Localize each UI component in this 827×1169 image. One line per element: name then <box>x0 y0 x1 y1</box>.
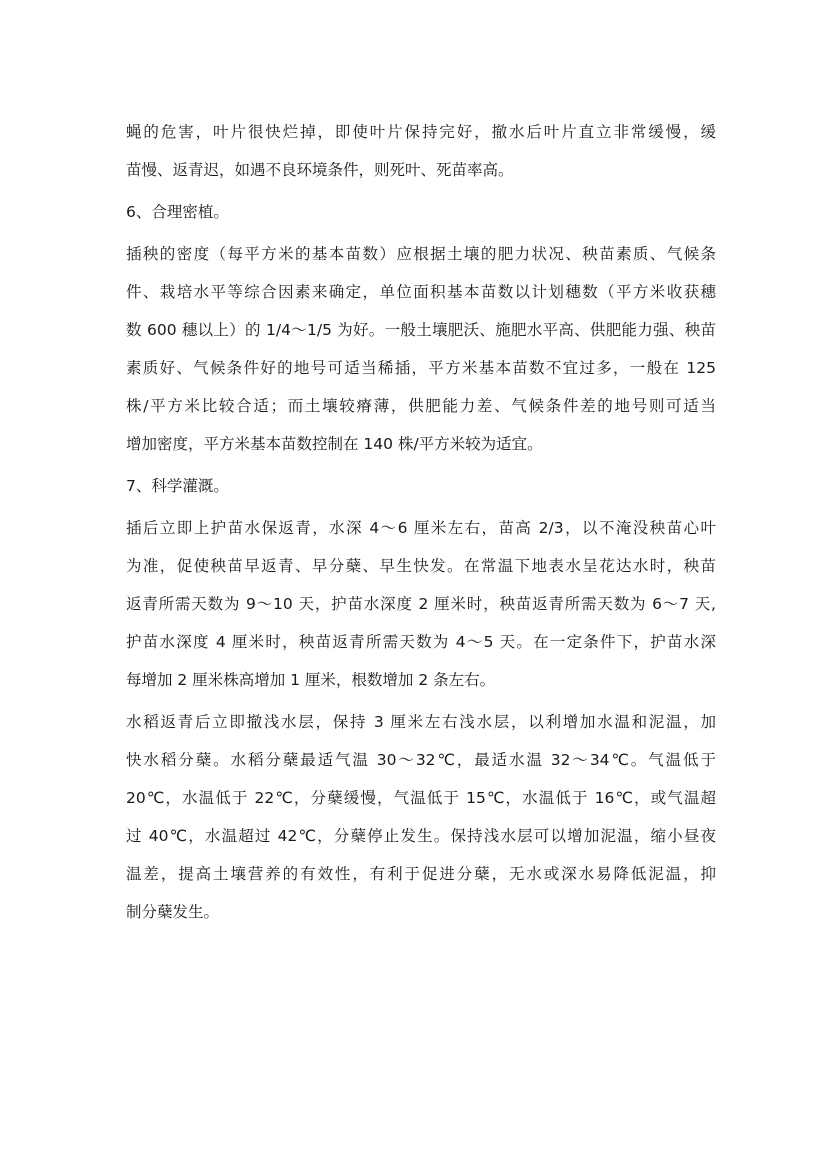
paragraph-shallow-water-tillering <box>126 703 716 931</box>
text-line: 株/平方米比较合适；而土壤较瘠薄，供肥能力差、气候条件差的地号则可适当 <box>126 397 716 415</box>
text-line: 每增加 2 厘米株高增加 1 厘米，根数增加 2 条左右。 <box>126 671 496 689</box>
text-line: 温差，提高土壤营养的有效性，有利于促进分蘖，无水或深水易降低泥温，抑 <box>126 865 716 883</box>
text-line: 素质好、气候条件好的地号可适当稀插，平方米基本苗数不宜过多，一般在 125 <box>126 359 716 377</box>
text-line: 增加密度，平方米基本苗数控制在 140 株/平方米较为适宜。 <box>126 435 543 453</box>
heading-text: 6、合理密植。 <box>126 203 229 221</box>
text-line: 插后立即上护苗水保返青，水深 4～6 厘米左右，苗高 2/3，以不淹没秧苗心叶 <box>126 519 716 537</box>
section-heading-7 <box>126 467 716 505</box>
heading-text: 7、科学灌溉。 <box>126 477 229 495</box>
text-line: 返青所需天数为 9～10 天，护苗水深度 2 厘米时，秧苗返青所需天数为 6～7 天, <box>126 595 716 613</box>
text-line: 过 40℃，水温超过 42℃，分蘖停止发生。保持浅水层可以增加泥温，缩小昼夜 <box>126 827 716 845</box>
text-line: 苗慢、返青迟，如遇不良环境条件，则死叶、死苗率高。 <box>126 161 514 179</box>
paragraph-pest-damage <box>126 113 716 189</box>
section-heading-6 <box>126 193 716 231</box>
text-line: 护苗水深度 4 厘米时，秧苗返青所需天数为 4～5 天。在一定条件下，护苗水深 <box>126 633 716 651</box>
text-line: 蝇的危害，叶片很快烂掉，即使叶片保持完好，撤水后叶片直立非常缓慢，缓 <box>126 123 716 141</box>
text-line: 数 600 穗以上）的 1/4～1/5 为好。一般土壤肥沃、施肥水平高、供肥能力强、秧苗 <box>126 321 716 339</box>
text-line: 制分蘖发生。 <box>126 903 220 921</box>
document-body <box>126 113 716 931</box>
text-line: 件、栽培水平等综合因素来确定，单位面积基本苗数以计划穗数（平方米收获穗 <box>126 283 716 301</box>
text-line: 插秧的密度（每平方米的基本苗数）应根据土壤的肥力状况、秧苗素质、气候条 <box>126 245 716 263</box>
text-line: 水稻返青后立即撤浅水层，保持 3 厘米左右浅水层，以利增加水温和泥温，加 <box>126 713 716 731</box>
paragraph-planting-density <box>126 235 716 463</box>
text-line: 快水稻分蘖。水稻分蘖最适气温 30～32℃，最适水温 32～34℃。气温低于 <box>126 751 716 769</box>
text-line: 20℃，水温低于 22℃，分蘖缓慢，气温低于 15℃，水温低于 16℃，或气温超 <box>126 789 716 807</box>
text-line: 为准，促使秧苗早返青、早分蘖、早生快发。在常温下地表水呈花达水时，秧苗 <box>126 557 716 575</box>
paragraph-seedling-water <box>126 509 716 699</box>
